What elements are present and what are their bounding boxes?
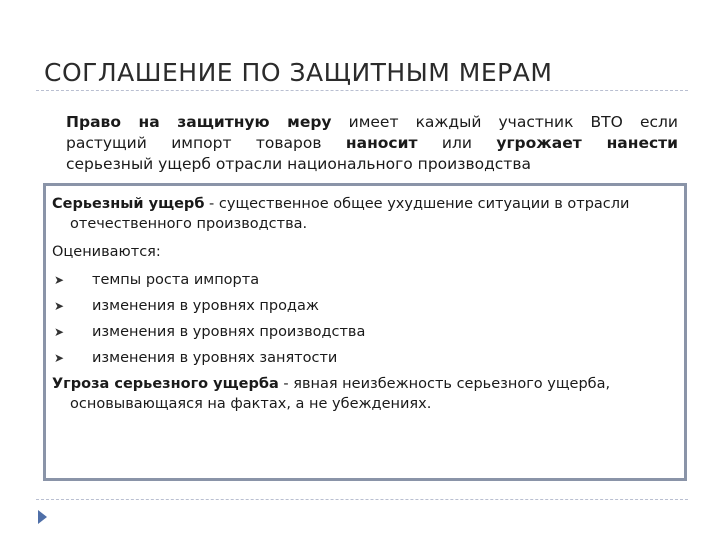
list-item: ➤ изменения в уровнях производства <box>54 324 366 340</box>
injury-def-line2: отечественного производства. <box>70 216 308 232</box>
intro-paragraph <box>66 112 678 175</box>
arrow-bullet-icon: ➤ <box>54 351 65 365</box>
threat-definition <box>52 374 676 414</box>
threat-def-line2: основывающаяся на фактах, а не убеждениях. <box>70 396 432 412</box>
play-arrow-icon[interactable] <box>38 510 47 524</box>
footer-divider <box>36 499 688 500</box>
criteria-list <box>52 270 676 368</box>
intro-text-4: серьезный ущерб отрасли национального производства <box>66 155 531 173</box>
intro-line-1 <box>66 112 678 133</box>
threat-def-line1: - явная неизбежность серьезного ущерба, <box>278 376 611 392</box>
arrow-bullet-icon: ➤ <box>54 325 65 339</box>
evaluated-label: Оцениваются: <box>52 244 161 260</box>
arrow-bullet-icon: ➤ <box>54 299 65 313</box>
injury-def-line1: - существенное общее ухудшение ситуации в отрасли <box>204 196 630 212</box>
threat-term: Угроза серьезного ущерба <box>52 376 279 392</box>
title-divider <box>36 90 688 91</box>
list-item: ➤ темпы роста импорта <box>54 272 260 288</box>
list-item: ➤ изменения в уровнях занятости <box>54 350 338 366</box>
definition-box <box>43 183 687 481</box>
intro-bold-threatens: угрожает нанести <box>496 134 678 152</box>
list-item: ➤ изменения в уровнях продаж <box>54 298 319 314</box>
injury-term: Серьезный ущерб <box>52 196 205 212</box>
intro-bold-right: Право на защитную меру <box>66 113 332 131</box>
arrow-bullet-icon: ➤ <box>54 273 65 287</box>
slide-title: СОГЛАШЕНИЕ ПО ЗАЩИТНЫМ МЕРАМ <box>44 58 553 87</box>
injury-definition <box>52 194 676 234</box>
intro-text-1: имеет каждый участник ВТО если <box>331 113 678 131</box>
intro-bold-causes: наносит <box>345 134 418 152</box>
intro-line-2 <box>66 133 678 154</box>
intro-text-3: или <box>417 134 497 152</box>
intro-text-2: растущий импорт товаров <box>66 134 346 152</box>
